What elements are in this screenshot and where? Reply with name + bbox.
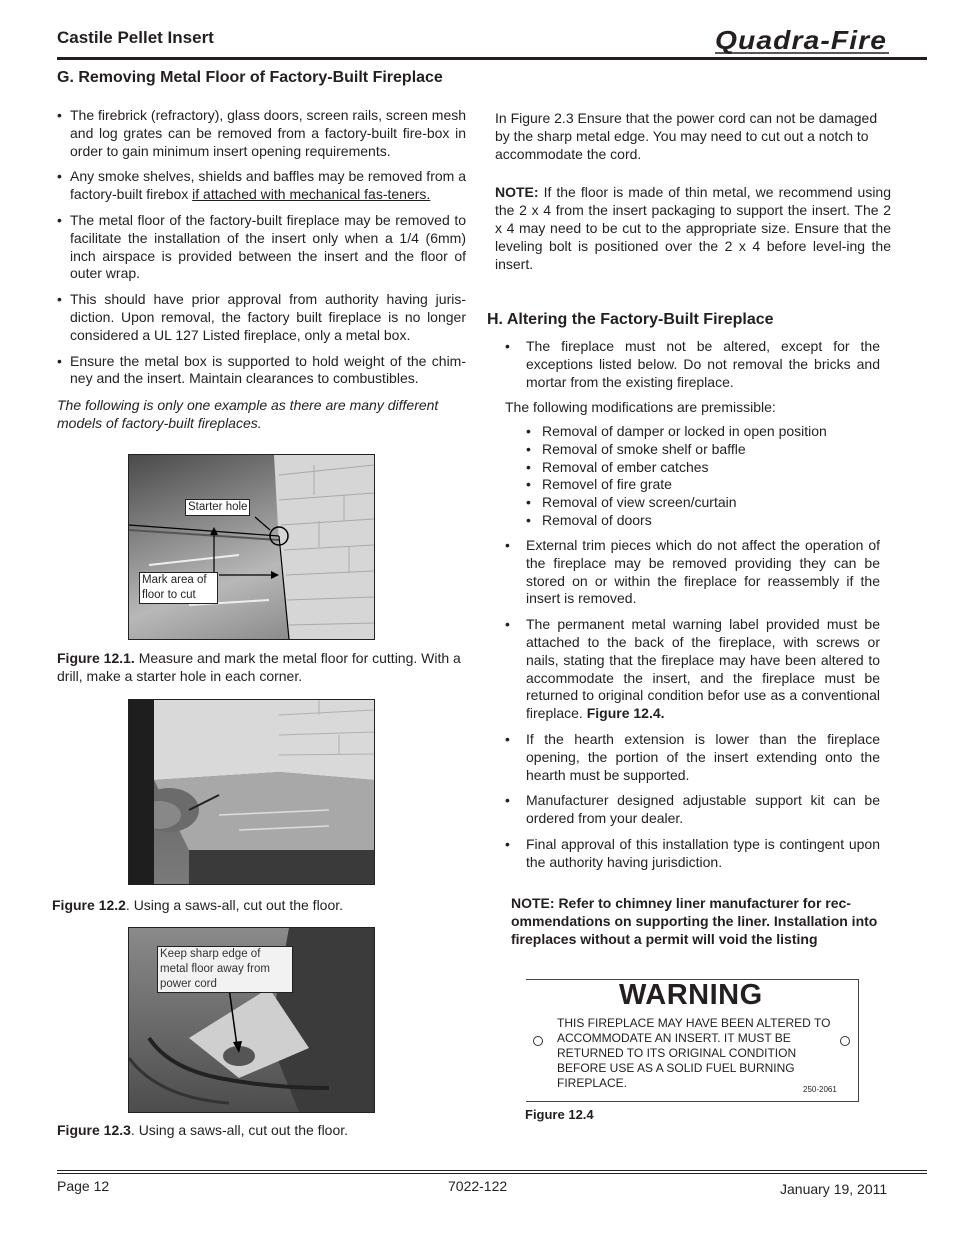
figure-12-1-photo <box>128 454 375 640</box>
list-item: • Removal of view screen/curtain <box>526 494 886 512</box>
italic-note: The following is only one example as there are many different models of factory-built fireplaces. <box>57 397 439 432</box>
list-item: • Manufacturer designed adjustable support kit can be ordered from your dealer. <box>505 792 880 828</box>
warning-text: THIS FIREPLACE MAY HAVE BEEN ALTERED TO ACCOMMODATE AN INSERT. IT MUST BE RETURNED TO ITS ORIGINAL CONDITION BEFORE USE AS A SOLID FUEL BURNING FIREPLACE. <box>557 1016 831 1090</box>
list-item: • The permanent metal warning label provided must be attached to the back of the fireplace, with screws or nails, stating that the fireplace may have been altered to accommodate the insert, and the fireplace must be returned to original condition befor use as a conventional fireplace. Figure 12.4. <box>505 616 880 723</box>
power-cord-callout: Keep sharp edge of metal floor away from power cord <box>157 946 293 993</box>
page-number: Page 12 <box>57 1178 110 1194</box>
list-item: • The fireplace must not be altered, except for the exceptions listed below. Do not removal the bricks and mortar from the existing fireplace. <box>505 338 880 391</box>
footer-rule-bottom <box>57 1173 927 1174</box>
section-h-body <box>505 338 880 399</box>
publication-date: January 19, 2011 <box>780 1181 888 1197</box>
label-part-number: 250-2061 <box>803 1085 837 1094</box>
modifications-intro: The following modifications are premissible: <box>505 399 776 415</box>
warning-title: WARNING <box>619 979 763 1011</box>
list-item: • Removel of fire grate <box>526 476 886 494</box>
brand-logo-text: Quadra-Fire <box>715 25 887 55</box>
document-number: 7022-122 <box>448 1178 508 1194</box>
footer-rule-top <box>57 1170 927 1171</box>
modifications-list <box>526 423 886 530</box>
figure-12-3-caption: Figure 12.3. Using a saws-all, cut out the floor. <box>57 1122 349 1138</box>
section-g-heading: G. Removing Metal Floor of Factory-Built Fireplace <box>57 69 443 86</box>
list-item: • Any smoke shelves, shields and baffles may be removed from a factory-built firebox if attached with mechanical fas-teners. <box>57 168 466 204</box>
starter-hole-callout: Starter hole <box>185 499 250 516</box>
document-title: Castile Pellet Insert <box>57 28 214 47</box>
figure-12-2-caption: Figure 12.2. Using a saws-all, cut out the floor. <box>52 897 344 913</box>
section-h-heading: H. Altering the Factory-Built Fireplace <box>487 311 774 328</box>
figure-12-4-caption: Figure 12.4 <box>525 1107 594 1122</box>
section-g-body <box>57 107 466 432</box>
figure-12-2-photo <box>128 699 375 885</box>
list-item: • The metal floor of the factory-built fireplace may be removed to facilitate the installation of the insert only when a 1/4 (6mm) inch airspace is provided between the insert and the floor of outer wrap. <box>57 212 466 283</box>
section-h-bullets <box>505 537 880 880</box>
list-item: • External trim pieces which do not affect the operation of the fireplace may be removed providing they can be stored on or within the fireplace for reassembly if the insert is removed. <box>505 537 880 608</box>
list-item: • Removal of ember catches <box>526 459 886 477</box>
mark-area-callout: Mark area of floor to cut <box>139 572 218 604</box>
list-item: • If the hearth extension is lower than the fireplace opening, the portion of the insert extending onto the hearth must be supported. <box>505 731 880 784</box>
list-item: • Removal of damper or locked in open position <box>526 423 886 441</box>
list-item: • Final approval of this installation type is contingent upon the authority having jurisdiction. <box>505 836 880 872</box>
figure-12-3-photo <box>128 927 375 1113</box>
thin-metal-note: NOTE: If the floor is made of thin metal, we recommend using the 2 x 4 from the insert packaging to support the insert. The 2 x 4 may need to be cut to the appropriate size. Ensure that the leveling bolt is positioned over the 2 x 4 before level-ing the insert. <box>495 184 891 272</box>
chimney-liner-note: NOTE: Refer to chimney liner manufacturer for rec-ommendations on supporting the liner. Installation into fireplaces without a permit will void the listing <box>511 895 878 947</box>
list-item: • The firebrick (refractory), glass doors, screen rails, screen mesh and log grates can be removed from a factory-built fire-box in order to gain minimum insert opening requirements. <box>57 107 466 160</box>
quadra-fire-logo <box>713 22 895 56</box>
list-item: • Ensure the metal box is supported to hold weight of the chim-ney and the insert. Maintain clearances to combustibles. <box>57 353 466 389</box>
list-item: • Removal of doors <box>526 512 886 530</box>
list-item: • This should have prior approval from authority having juris-diction. Upon removal, the factory built fireplace is no longer considered a UL 127 Listed fireplace, only a metal box. <box>57 291 466 344</box>
figure-12-1-caption: Figure 12.1. Measure and mark the metal floor for cutting. With a drill, make a starter hole in each corner. <box>57 650 461 684</box>
list-item: • Removal of smoke shelf or baffle <box>526 441 886 459</box>
screw-hole-icon <box>533 1036 543 1046</box>
cord-paragraph: In Figure 2.3 Ensure that the power cord can not be damaged by the sharp metal edge. You may need to cut out a notch to accommodate the cord. <box>495 110 878 162</box>
screw-hole-icon <box>840 1036 850 1046</box>
header-rule <box>57 57 927 60</box>
